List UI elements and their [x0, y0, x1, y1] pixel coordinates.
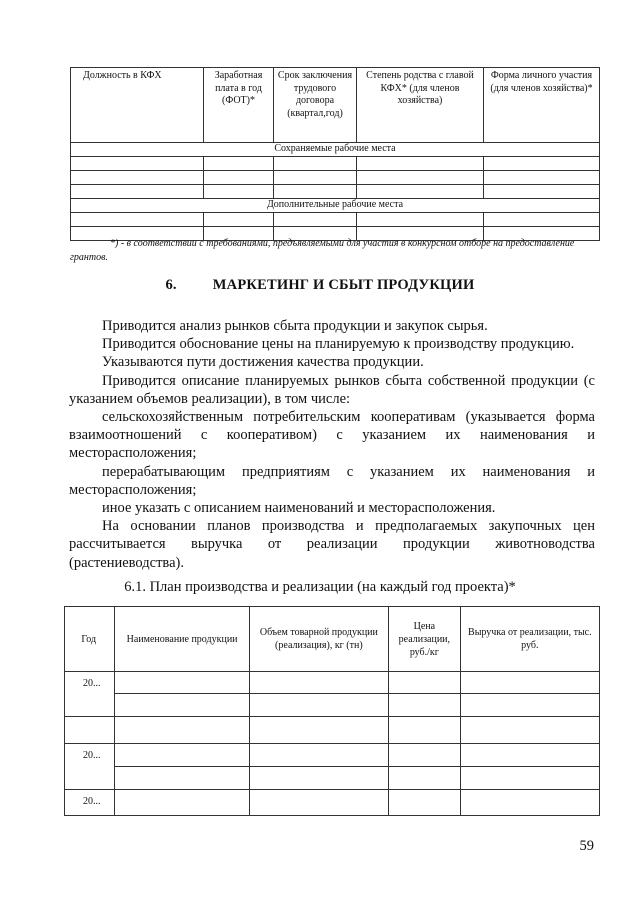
year-cell: 20...	[65, 672, 115, 717]
section-title: МАРКЕТИНГ И СБЫТ ПРОДУКЦИИ	[212, 277, 475, 293]
section-number: 6.	[165, 277, 177, 293]
table-row	[71, 213, 600, 227]
table-row	[71, 157, 600, 171]
header-kinship: Степень родства с главой КФХ* (для членов хозяйства)	[357, 68, 484, 143]
year-cell: 20...	[65, 790, 115, 816]
section-heading	[0, 277, 640, 294]
paragraph: перерабатывающим предприятиям с указанием их наименования и месторасположения;	[69, 463, 595, 498]
production-plan-table	[64, 606, 600, 816]
paragraph: Приводится анализ рынков сбыта продукции и закупок сырья.	[102, 318, 488, 334]
footnote: *) - в соответствии с требованиями, предъявляемыми для участия в конкурсном отборе на предоставление грантов.	[70, 238, 575, 263]
subsection-title: 6.1. План производства и реализации (на каждый год проекта)*	[124, 579, 516, 595]
body-text	[69, 317, 595, 572]
table-row	[71, 171, 600, 185]
paragraph: Приводится обоснование цены на планируемую к производству продукцию.	[102, 336, 575, 353]
header-product-name: Наименование продукции	[115, 607, 249, 672]
paragraph: Приводится описание планируемых рынков сбыта собственной продукции (с указанием объемов реализации), в том числе:	[69, 372, 595, 407]
table-row	[65, 717, 600, 744]
table-row	[65, 790, 600, 816]
header-participation: Форма личного участия (для членов хозяйства)*	[484, 68, 600, 143]
paragraph: иное указать с описанием наименований и месторасположения.	[102, 500, 496, 517]
staff-table-header-row	[71, 68, 600, 143]
section-kept-jobs: Сохраняемые рабочие места	[71, 143, 600, 157]
plan-table-header-row	[65, 607, 600, 672]
year-cell: 20...	[65, 744, 115, 790]
header-volume: Объем товарной продукции (реализация), кг (тн)	[249, 607, 388, 672]
paragraph: Указываются пути достижения качества продукции.	[102, 354, 424, 371]
table-row	[65, 744, 600, 767]
section-additional-jobs: Дополнительные рабочие места	[71, 199, 600, 213]
table-row	[71, 185, 600, 199]
header-price: Цена реализации, руб./кг	[389, 607, 461, 672]
staff-table	[70, 67, 600, 241]
table-row	[65, 767, 600, 790]
paragraph: сельскохозяйственным потребительским кооперативам (указывается форма взаимоотношений с кооперативом) с указанием их наименования и месторасположения;	[69, 409, 595, 462]
header-revenue: Выручка от реализации, тыс. руб.	[460, 607, 599, 672]
header-contract-term: Срок заключения трудового договора (квартал,год)	[274, 68, 357, 143]
table-row	[65, 694, 600, 717]
header-position: Должность в КФХ	[71, 68, 204, 143]
paragraph: На основании планов производства и предполагаемых закупочных цен рассчитывается выручка от реализации продукции животноводства (растениеводства).	[69, 518, 595, 571]
page-number: 59	[579, 838, 594, 854]
table-row	[65, 672, 600, 694]
header-salary: Заработная плата в год (ФОТ)*	[204, 68, 274, 143]
header-year: Год	[65, 607, 115, 672]
